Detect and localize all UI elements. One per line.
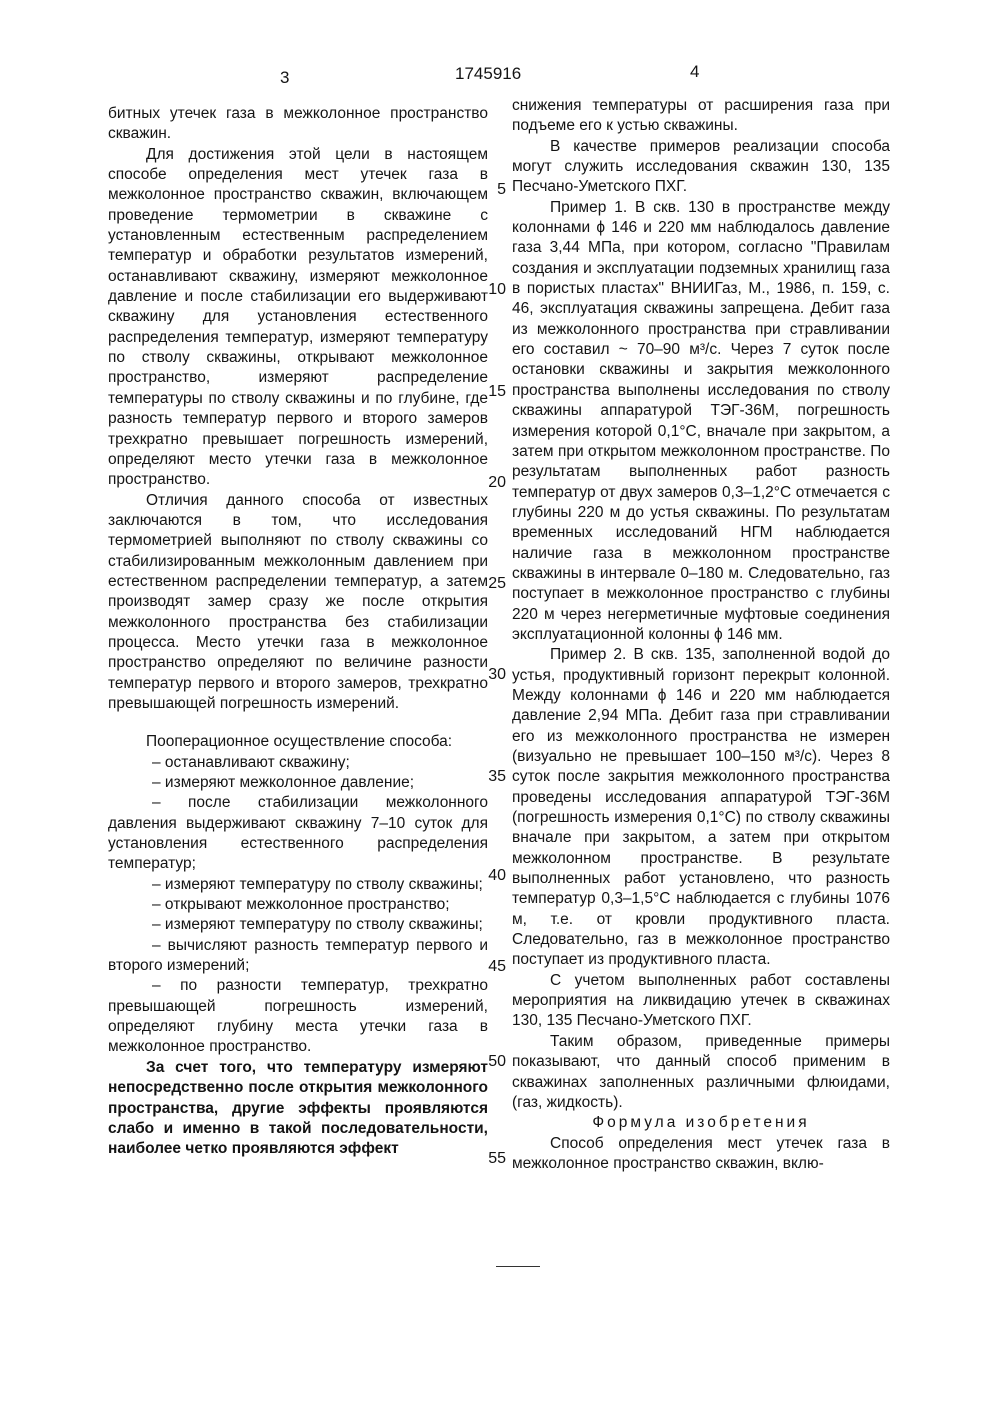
list-item: – измеряют межколонное давление;	[152, 774, 415, 791]
claims-text: Способ определения мест утечек газа в межколонное пространство скважин, вклю-	[512, 1134, 890, 1172]
line-number: 50	[488, 1053, 506, 1070]
list-item: – измеряют температуру по стволу скважины;	[152, 875, 483, 893]
list-item: – измеряют температуру по стволу скважины;	[152, 916, 483, 934]
left-paragraph: Отличия данного способа от известных заключаются в том, что исследования термометрией выполняют по стволу скважины со стабилизированным межколонным давлением при естественном распределении температур, а затем производят замер сразу же после открытия межколонного пространства без стабилизации процесса. Место утечки газа в межколонное пространство определяют по величине разности температур первого и второго замеров, трехкратно превышающей погрешность измерений.	[108, 491, 488, 712]
example-1: Пример 1. В скв. 130 в пространстве между колоннами ϕ 146 и 220 мм наблюдалось давление газа 3,44 МПа, при котором, согласно "Правилам создания и эксплуатации подземных хранилищ газа в пористых пластах" ВНИИГаз, М., 1986, п. 159, с. 46, эксплуатация скважины запрещена. Дебит газа из межколонного пространства при стравливании его составил ~ 70–90 м³/с. Через 7 суток после остановки скважины и закрытия межколонного пространства выполнены исследования по стволу скважины аппаратурой ТЭГ-36М, погрешность измерения которой 0,1°С, вначале при закрытом, а затем при открытом межколонном пространстве. По результатам выполненных работ разность температур от двух замеров 0,3–1,2°С отмечается с глубины 220 м до устья скважины. По результатам временных исследований НГМ наблюдается наличие газа в межколонном пространстве скважины в интервале 0–180 м. Следовательно, газ поступает в межколонное пространство с глубины 220 м через негерметичные муфтовые соединения эксплуатационной колонны ϕ 146 мм.	[512, 198, 890, 643]
line-number: 30	[488, 666, 506, 683]
left-paragraph: Пооперационное осуществление способа:	[146, 733, 453, 751]
right-paragraph: снижения температуры от расширения газа при подъеме его к устью скважины.	[512, 97, 890, 135]
list-item: – после стабилизации межколонного давления выдерживают скважину 7–10 суток для установления естественного распределения температур;	[108, 794, 488, 873]
right-paragraph: С учетом выполненных работ составлены мероприятия на ликвидацию утечек в скважинах 130, 135 Песчано-Уметского ПХГ.	[512, 971, 890, 1030]
line-number: 10	[488, 281, 506, 298]
list-item: – открывают межколонное пространство;	[152, 896, 450, 914]
page-number-right: 4	[690, 62, 700, 81]
right-column	[512, 96, 890, 1174]
left-paragraph: битных утечек газа в межколонное пространство скважин.	[108, 105, 488, 143]
list-item: – останавливают скважину;	[152, 753, 350, 771]
patent-number: 1745916	[455, 64, 522, 83]
line-number: 20	[488, 474, 506, 491]
claims-heading: Формула изобретения	[592, 1114, 810, 1132]
line-number: 45	[488, 958, 506, 975]
list-item: – по разности температур, трехкратно превышающей погрешность измерений, определяют глубину места утечки газа в межколонное пространство.	[108, 977, 488, 1056]
footer-rule	[496, 1266, 540, 1267]
right-paragraph: В качестве примеров реализации способа могут служить исследования скважин 130, 135 Песчано-Уметского ПХГ.	[512, 137, 890, 196]
line-number: 35	[488, 768, 506, 785]
page-number-left: 3	[280, 68, 290, 87]
line-number: 55	[488, 1150, 506, 1167]
right-paragraph: Таким образом, приведенные примеры показывают, что данный способ применим в скважинах заполненных различными флюидами, (газ, жидкость).	[512, 1032, 890, 1111]
line-number: 5	[497, 181, 506, 198]
line-number: 15	[488, 383, 506, 400]
example-2: Пример 2. В скв. 135, заполненной водой до устья, продуктивный горизонт перекрыт колонной. Между колоннами ϕ 146 и 220 мм наблюдается давление 2,94 МПа. Дебит газа при стравливании его из межколонного пространства не измерен (визуально не превышает 100–150 м³/с). Через 8 суток после закрытия межколонного пространства проведены исследования аппаратурой ТЭГ-36М (погрешность измерения 0,1°С) по стволу скважины вначале при закрытом, а затем при открытом межколонном пространстве. В результате выполненных работ установлено, что разность температур 0,3–1,5°С наблюдается с глубины 1076 м, т.е. от кровли продуктивного пласта. Следовательно, газ в межколонное пространство поступает из продуктивного пласта.	[512, 646, 890, 969]
list-item: – вычисляют разность температур первого и второго измерений;	[108, 936, 488, 975]
line-number: 40	[488, 867, 506, 884]
left-paragraph: Для достижения этой цели в настоящем способе определения мест утечек газа в межколонное пространство скважин, включающем проведение термометрии в скважине с установленным естественным распределением температур и обработки результатов измерений, останавливают скважину, измеряют межколонное давление и после стабилизации его выдерживают скважину для установления естественного распределения температур, измеряют температуру по стволу скважины, открывают межколонное пространство, измеряют распределение температуры по стволу скважины и по глубине, где разность температур первого и второго замеров трехкратно превышает погрешность измерений, определяют место утечки газа в межколонное пространство.	[108, 145, 488, 489]
left-column	[108, 104, 488, 1160]
line-number: 25	[488, 575, 506, 592]
left-paragraph: За счет того, что температуру измеряют непосредственно после открытия межколонного пространства, другие эффекты проявляются слабо и именно в такой последовательности, наиболее четко проявляются эффект	[108, 1058, 488, 1158]
